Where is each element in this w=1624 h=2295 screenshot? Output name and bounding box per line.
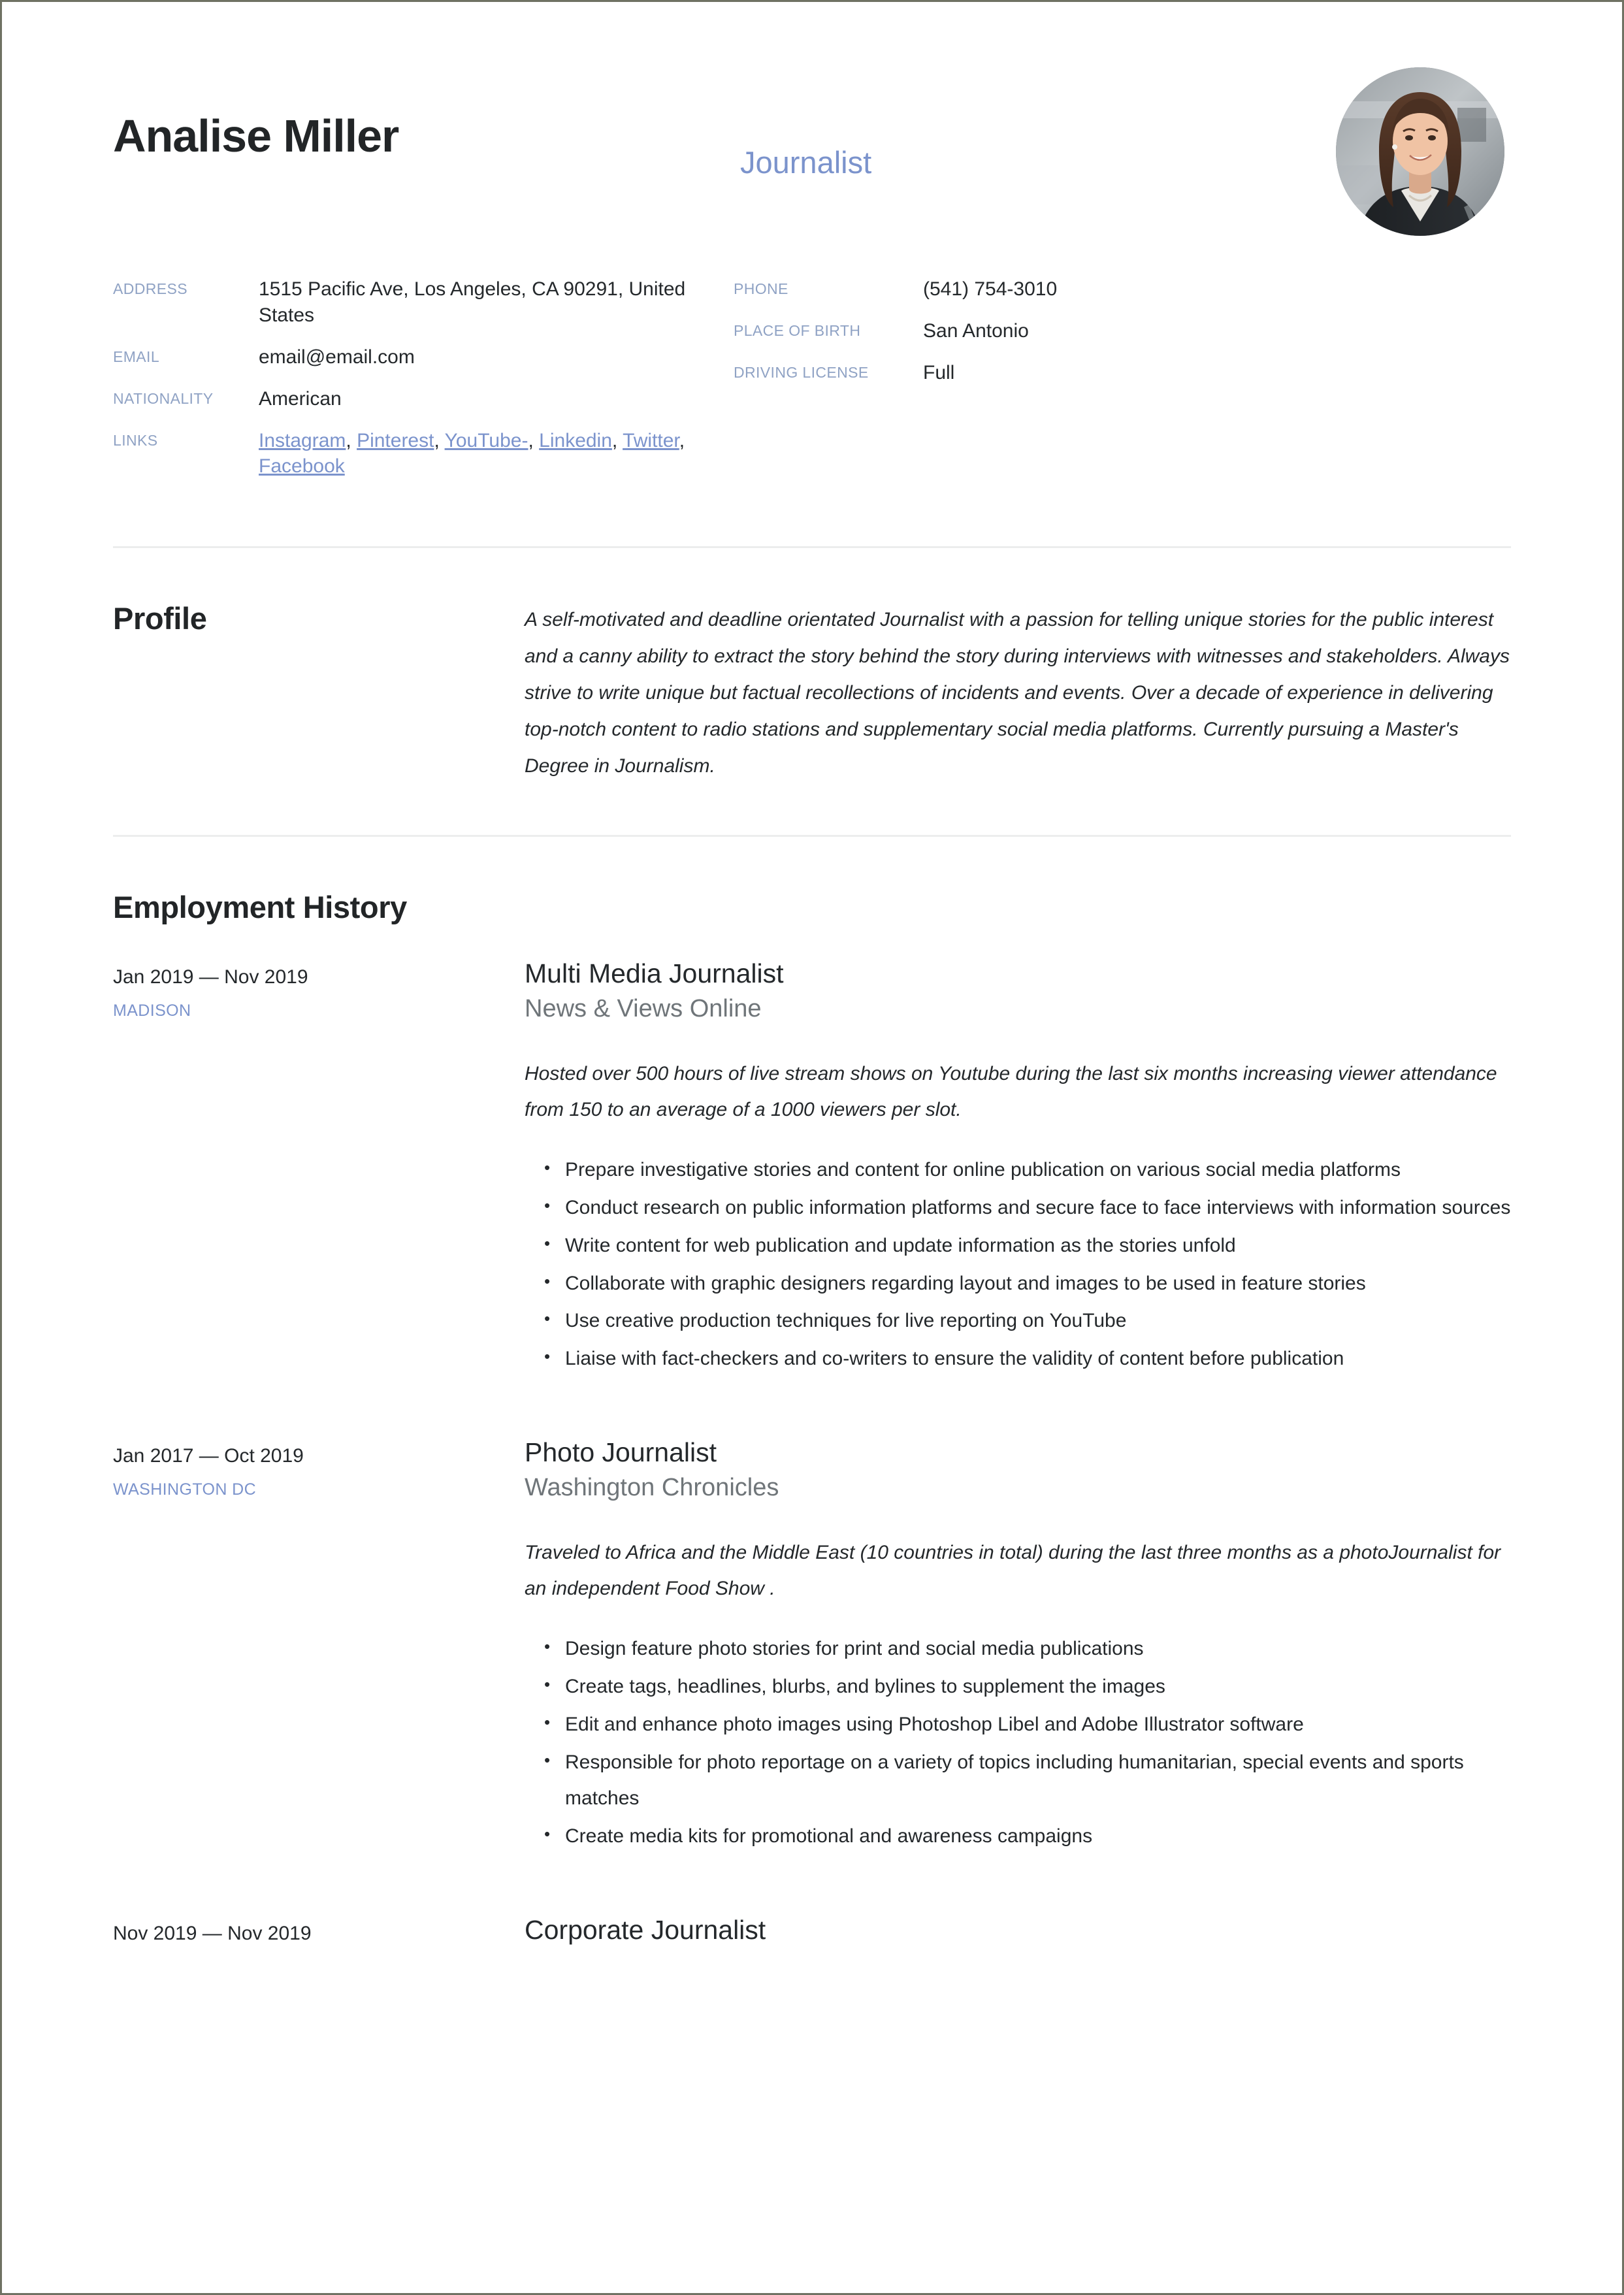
employment-summary: Hosted over 500 hours of live stream shows on Youtube during the last six months increasing viewer attendance from 150 to an average of a 1000 viewers per slot. [525,1062,1497,1121]
employment-summary: Traveled to Africa and the Middle East (10 countries in total) during the last three months as a photoJournalist for an independent Food Show . [525,1541,1501,1600]
employment-entry [113,1913,1511,1947]
link-separator-5: , [679,429,685,451]
contact-row-nationality [113,386,734,412]
job-role-subtitle: Journalist [740,145,872,180]
employment-position: Multi Media Journalist [525,958,784,989]
list-item: • Create tags, headlines, blurbs, and bylines to supplement the images [525,1668,1511,1705]
contact-value-links [259,428,734,480]
contact-value-email: email@email.com [259,346,415,368]
page-title: Analise Miller [113,110,399,161]
link-separator-2: , [434,429,445,451]
section-profile [113,548,1511,784]
link-separator-1: , [346,429,357,451]
section-title-employment-history: Employment History [113,890,407,925]
link-facebook[interactable]: Facebook [259,455,345,478]
employment-list [113,957,1511,1947]
employment-position: Photo Journalist [525,1437,717,1468]
link-separator-4: , [611,429,623,451]
contact-value-driving-license: Full [923,361,955,383]
resume-header [113,2,1511,198]
link-twitter[interactable]: Twitter [623,429,679,451]
list-item: • Create media kits for promotional and awareness campaigns [525,1818,1511,1855]
list-item: • Conduct research on public information platforms and secure face to face interviews with information sources [525,1190,1511,1226]
link-linkedin[interactable]: Linkedin [539,429,612,451]
list-item: • Liaise with fact-checkers and co-writers to ensure the validity of content before publication [525,1341,1511,1377]
employment-meta [113,1436,525,1499]
employment-body [525,1436,1511,1856]
profile-summary-text: A self-motivated and deadline orientated Journalist with a passion for telling unique stories for the public interest and a canny ability to extract the story behind the story during interviews with witnesses and stakeholders. Always strive to write unique but factual recollections of incidents and events. Over a decade of experience in delivering top-notch content to radio stations and supplementary social media platforms. Currently pursuing a Master's Degree in Journalism. [525,609,1510,777]
contact-row-place-of-birth [734,318,1387,344]
employment-entry [113,957,1511,1378]
profile-photo-avatar [1336,67,1504,236]
employment-body [525,1913,1511,1947]
contact-row-links [113,428,734,480]
contact-details [113,276,1511,495]
contact-label-nationality: NATIONALITY [113,389,214,407]
list-item: • Write content for web publication and update information as the stories unfold [525,1228,1511,1264]
contact-value-phone: (541) 754-3010 [923,278,1058,300]
employment-position: Corporate Journalist [525,1915,766,1945]
section-employment-history [113,837,1511,1947]
employment-company: News & Views Online [525,995,762,1023]
contact-label-place-of-birth: PLACE OF BIRTH [734,321,861,339]
list-item: • Responsible for photo reportage on a variety of topics including humanitarian, special events and sports matches [525,1744,1511,1817]
portrait-illustration-icon [1336,67,1504,236]
employment-bullets [525,1631,1511,1855]
contact-label-driving-license: DRIVING LICENSE [734,363,869,381]
link-instagram[interactable]: Instagram [259,429,346,451]
section-title-profile: Profile [113,601,207,636]
employment-body [525,957,1511,1378]
employment-city: WASHINGTON DC [113,1480,257,1499]
contact-column-right [734,276,1387,495]
contact-row-phone [734,276,1387,302]
contact-row-address [113,276,734,329]
employment-meta [113,1913,525,1947]
contact-value-address: 1515 Pacific Ave, Los Angeles, CA 90291, United States [259,278,686,326]
employment-city: MADISON [113,1001,191,1020]
contact-column-left [113,276,734,495]
list-item: • Edit and enhance photo images using Photoshop Libel and Adobe Illustrator software [525,1706,1511,1743]
list-item: • Prepare investigative stories and content for online publication on various social media platforms [525,1152,1511,1188]
employment-dates: Jan 2019 — Nov 2019 [113,966,308,988]
link-pinterest[interactable]: Pinterest [357,429,434,451]
list-item: • Design feature photo stories for print and social media publications [525,1631,1511,1667]
contact-label-links: LINKS [113,431,158,449]
employment-meta [113,957,525,1020]
employment-company: Washington Chronicles [525,1474,779,1502]
link-separator-3: , [528,429,540,451]
employment-bullets [525,1152,1511,1377]
list-item: • Collaborate with graphic designers regarding layout and images to be used in feature stories [525,1265,1511,1302]
contact-value-nationality: American [259,387,342,410]
list-item: • Use creative production techniques for live reporting on YouTube [525,1303,1511,1339]
link-youtube[interactable]: YouTube- [444,429,528,451]
employment-dates: Jan 2017 — Oct 2019 [113,1445,304,1467]
contact-label-email: EMAIL [113,348,160,365]
contact-row-driving-license [734,360,1387,386]
contact-value-place-of-birth: San Antonio [923,319,1029,342]
contact-label-phone: PHONE [734,280,788,297]
contact-label-address: ADDRESS [113,280,187,297]
employment-entry [113,1436,1511,1856]
employment-dates: Nov 2019 — Nov 2019 [113,1923,312,1945]
contact-row-email [113,344,734,370]
